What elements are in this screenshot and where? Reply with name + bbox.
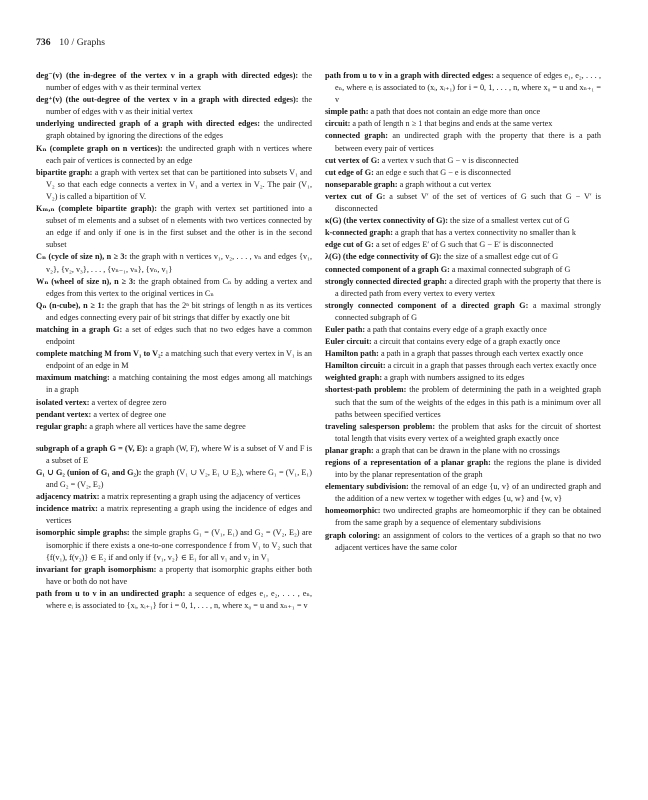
glossary-term: Euler path: [325,324,366,334]
glossary-definition: the undirected graph with n vertices where each pair of vertices is connected by an edge [46,143,313,165]
glossary-entry [325,191,601,215]
glossary-definition: a circuit in a graph that passes through each vertex exactly once [387,361,597,371]
glossary-term: maximum matching: [36,373,110,383]
glossary-term: complete matching M from V₁ to V₂: [36,349,164,359]
glossary-definition: the problem that asks for the circuit of shortest total length that visits every vertex of a weighted graph exactly once [335,421,602,443]
glossary-entry [325,70,601,106]
glossary-entry [36,372,312,396]
glossary-term: regions of a representation of a planar graph: [325,458,491,467]
glossary-entry [325,336,601,348]
glossary-definition: a vertex of degree one [93,409,167,419]
glossary-entry [325,179,601,191]
glossary-term: strongly connected directed graph: [325,276,447,286]
glossary-term: Cₙ (cycle of size n), n ≥ 3: [36,252,128,262]
glossary-definition: a property that isomorphic graphs either both have or both do not have [46,564,312,586]
glossary-entry [36,467,312,491]
glossary-definition: a path that does not contain an edge more than once [370,107,541,117]
glossary-entry [325,215,601,227]
glossary-definition: the simple graphs G₁ = (V₁, E₁) and G₂ = (V₂, E₂) are isomorphic if there exists a one-to-one correspondence f from V₁ to V₂ such that {f(v₁), f(v₂)} ∈ E₂ if and only if {v₁, v₂} ∈ E₁ for all v₁ and v₂ in V₁ [46,528,312,562]
glossary-entry [36,421,312,433]
glossary-definition: a circuit that contains every edge of a graph exactly once [373,337,561,347]
glossary-entry [325,167,601,179]
glossary-term: G₁ ∪ G₂ (union of G₁ and G₂): [36,468,142,477]
glossary-term: path from u to v in a graph with directed edges: [325,71,494,80]
glossary-definition: an undirected graph with the property that there is a path between every pair of vertices [335,131,601,153]
glossary-entry [36,491,312,503]
glossary-definition: a sequence of edges e₁, e₂, . . . , eₙ, where eᵢ is associated to {xᵢ, xᵢ₊₁} for i = 0, 1, . . . , n, where x₀ = u and xₙ₊₁ = v [46,588,312,611]
glossary-entry [325,251,601,263]
glossary-term: Euler circuit: [325,337,372,347]
glossary-entry [325,445,601,457]
glossary-entry [36,70,312,94]
glossary-entry [36,324,312,348]
glossary-term: matching in a graph G: [36,324,123,334]
glossary-definition: a matching containing the most edges among all matchings in a graph [46,373,313,395]
glossary-definition: a graph that can be drawn in the plane with no crossings [375,445,560,455]
glossary-entry [325,530,601,554]
glossary-definition: the graph with vertex set partitioned into a subset of m elements and a subset of n elements with two vertices connected by an edge if and only if one is in the first subset and the other is in the second subset [46,204,312,250]
glossary-definition: a path in a graph that passes through each vertex exactly once [380,349,584,359]
glossary-term: κ(G) (the vertex connectivity of G): [325,216,448,226]
glossary-term: underlying undirected graph of a graph with directed edges: [36,119,261,129]
glossary-entry [325,300,601,324]
glossary-entry [325,457,601,481]
glossary-entry [36,276,312,300]
glossary-entry [36,118,312,142]
glossary-entry [36,443,312,467]
glossary-definition: a graph with numbers assigned to its edges [384,373,525,383]
glossary-definition: a subset V′ of the set of vertices of G such that G − V′ is disconnected [335,191,601,214]
glossary-definition: a matrix representing a graph using the adjacency of vertices [101,492,301,502]
glossary-definition: a maximal strongly connected subgraph of G [335,300,601,322]
glossary-definition: the problem of determining the path in a weighted graph such that the sum of the weights of the edges in this path is a minimum over all paths between specified vertices [335,385,601,419]
glossary-term: λ(G) (the edge connectivity of G): [325,252,442,262]
glossary-term: traveling salesperson problem: [325,421,436,431]
glossary-definition: an assignment of colors to the vertices of a graph so that no two adjacent vertices have the same color [335,530,601,552]
glossary-entry [36,397,312,409]
glossary-term: simple path: [325,107,369,117]
page-number: 736 [36,37,51,48]
glossary-term: cut edge of G: [325,167,374,177]
glossary-term: deg⁻(v) (the in-degree of the vertex v in a graph with directed edges): [36,71,299,80]
glossary-entry [36,503,312,527]
glossary-term: graph coloring: [325,530,381,540]
glossary-term: regular graph: [36,421,88,431]
glossary-entry [36,300,312,324]
left-column [36,70,312,612]
glossary-definition: a graph where all vertices have the same degree [89,421,246,431]
glossary-term: homeomorphic: [325,506,381,516]
glossary-term: subgraph of a graph G = (V, E): [36,443,148,453]
glossary-entry [325,155,601,167]
glossary-definition: a graph that has a vertex connectivity no smaller than k [395,228,577,238]
glossary-definition: a matrix representing a graph using the incidence of edges and vertices [46,504,312,526]
glossary-term: edge cut of G: [325,240,374,250]
glossary-entry [325,505,601,529]
glossary-entry [36,203,312,251]
glossary-term: Hamilton path: [325,349,379,359]
glossary-entry [325,276,601,300]
glossary-entry [325,118,601,130]
right-column [325,70,601,554]
glossary-definition: the graph (V₁ ∪ V₂, E₁ ∪ E₂), where G₁ = (V₁, E₁) and G₂ = (V₂, E₂) [46,468,312,490]
glossary-term: k-connected graph: [325,228,393,238]
glossary-entry [325,384,601,420]
glossary-definition: an edge e such that G − e is disconnected [375,167,511,177]
glossary-term: bipartite graph: [36,167,93,177]
glossary-entry [36,564,312,588]
glossary-entry [36,409,312,421]
glossary-entry [325,481,601,505]
glossary-term: connected component of a graph G: [325,264,450,274]
glossary-entry [325,227,601,239]
glossary-entry [325,421,601,445]
glossary-term: deg⁺(v) (the out-degree of the vertex v in a graph with directed edges): [36,95,299,105]
glossary-term: pendant vertex: [36,409,92,419]
glossary-entry [325,106,601,118]
glossary-definition: the number of edges with v as their initial vertex [46,95,312,117]
glossary-entry [36,588,312,612]
glossary-definition: the graph that has the 2ⁿ bit strings of length n as its vertices and edges connecting every pair of bit strings that differ by exactly one bit [46,300,313,322]
glossary-definition: a vertex v such that G − v is disconnected [381,155,519,165]
running-header [36,37,105,48]
section-title: 10 / Graphs [59,37,106,48]
glossary-definition: the size of a smallest vertex cut of G [450,216,570,226]
glossary-definition: the undirected graph obtained by ignoring the directions of the edges [46,119,313,141]
glossary-entry [325,372,601,384]
glossary-definition: the regions the plane is divided into by the planar representation of the graph [335,458,602,480]
glossary-definition: the size of a smallest edge cut of G [443,252,559,262]
glossary-term: shortest-path problem: [325,385,407,395]
glossary-term: weighted graph: [325,373,383,383]
glossary-entry [36,251,312,275]
glossary-definition: a matching such that every vertex in V₁ is an endpoint of an edge in M [46,349,313,371]
glossary-definition: the removal of an edge {u, v} of an undirected graph and the addition of a new vertex w together with edges {u, w} and {w, v} [335,482,601,504]
glossary-definition: a path of length n ≥ 1 that begins and ends at the same vertex [352,119,553,129]
glossary-term: path from u to v in an undirected graph: [36,588,186,598]
glossary-entry [325,324,601,336]
glossary-term: Kₙ (complete graph on n vertices): [36,143,163,153]
glossary-term: Hamilton circuit: [325,361,386,371]
glossary-definition: a vertex of degree zero [91,397,167,407]
glossary-entry [36,143,312,167]
glossary-term: connected graph: [325,131,389,141]
glossary-term: Qₙ (n-cube), n ≥ 1: [36,300,105,310]
glossary-definition: a graph with vertex set that can be partitioned into subsets V₁ and V₂ so that each edge connects a vertex in V₁ and a vertex in V₂. The pair (V₁, V₂) is called a bipartition of V. [46,167,312,201]
glossary-term: strongly connected component of a directed graph G: [325,300,529,310]
glossary-entry [36,527,312,563]
glossary-definition: a set of edges E′ of G such that G − E′ is disconnected [375,240,554,250]
glossary-entry [36,167,312,203]
glossary-definition: the number of edges with v as their terminal vertex [46,71,313,93]
glossary-term: planar graph: [325,445,374,455]
glossary-definition: a directed graph with the property that there is a directed path from every vertex to every vertex [335,276,601,298]
glossary-term: elementary subdivision: [325,482,409,492]
glossary-term: Wₙ (wheel of size n), n ≥ 3: [36,276,136,286]
glossary-definition: the graph with n vertices v₁, v₂, . . . , vₙ and edges {v₁, v₂}, {v₂, v₃}, . . . , {vₙ₋₁, vₙ}, {vₙ, v₁} [46,252,312,274]
glossary-term: cut vertex of G: [325,155,380,165]
glossary-definition: a set of edges such that no two edges have a common endpoint [46,324,312,347]
glossary-term: invariant for graph isomorphism: [36,564,157,574]
glossary-entry [325,348,601,360]
glossary-term: isolated vertex: [36,397,90,407]
glossary-term: vertex cut of G: [325,191,386,201]
glossary-term: incidence matrix: [36,504,98,514]
glossary-definition: a maximal connected subgraph of G [451,264,571,274]
glossary-term: nonseparable graph: [325,179,398,189]
glossary-term: circuit: [325,119,351,129]
glossary-definition: a path that contains every edge of a graph exactly once [367,324,547,334]
glossary-definition: a sequence of edges e₁, e₂, . . . , eₙ, where eᵢ is associated to (xᵢ, xᵢ₊₁) for i = 0, 1, . . . , n, where x₀ = u and xₙ₊₁ = v [335,71,602,105]
glossary-term: adjacency matrix: [36,492,100,502]
glossary-entry [36,348,312,372]
glossary-entry [325,130,601,154]
glossary-entry [36,94,312,118]
glossary-definition: two undirected graphs are homeomorphic if they can be obtained from the same graph by a sequence of elementary subdivisions [335,506,602,528]
glossary-term: Kₘ,ₙ (complete bipartite graph): [36,204,157,214]
glossary-entry [325,239,601,251]
glossary-term: isomorphic simple graphs: [36,528,130,538]
glossary-definition: a graph (W, F), where W is a subset of V and F is a subset of E [46,443,313,465]
glossary-entry [325,360,601,372]
glossary-definition: the graph obtained from Cₙ by adding a vertex and edges from this vertex to the original vertices in Cₙ [46,276,313,298]
glossary-entry [325,264,601,276]
glossary-definition: a graph without a cut vertex [399,179,492,189]
